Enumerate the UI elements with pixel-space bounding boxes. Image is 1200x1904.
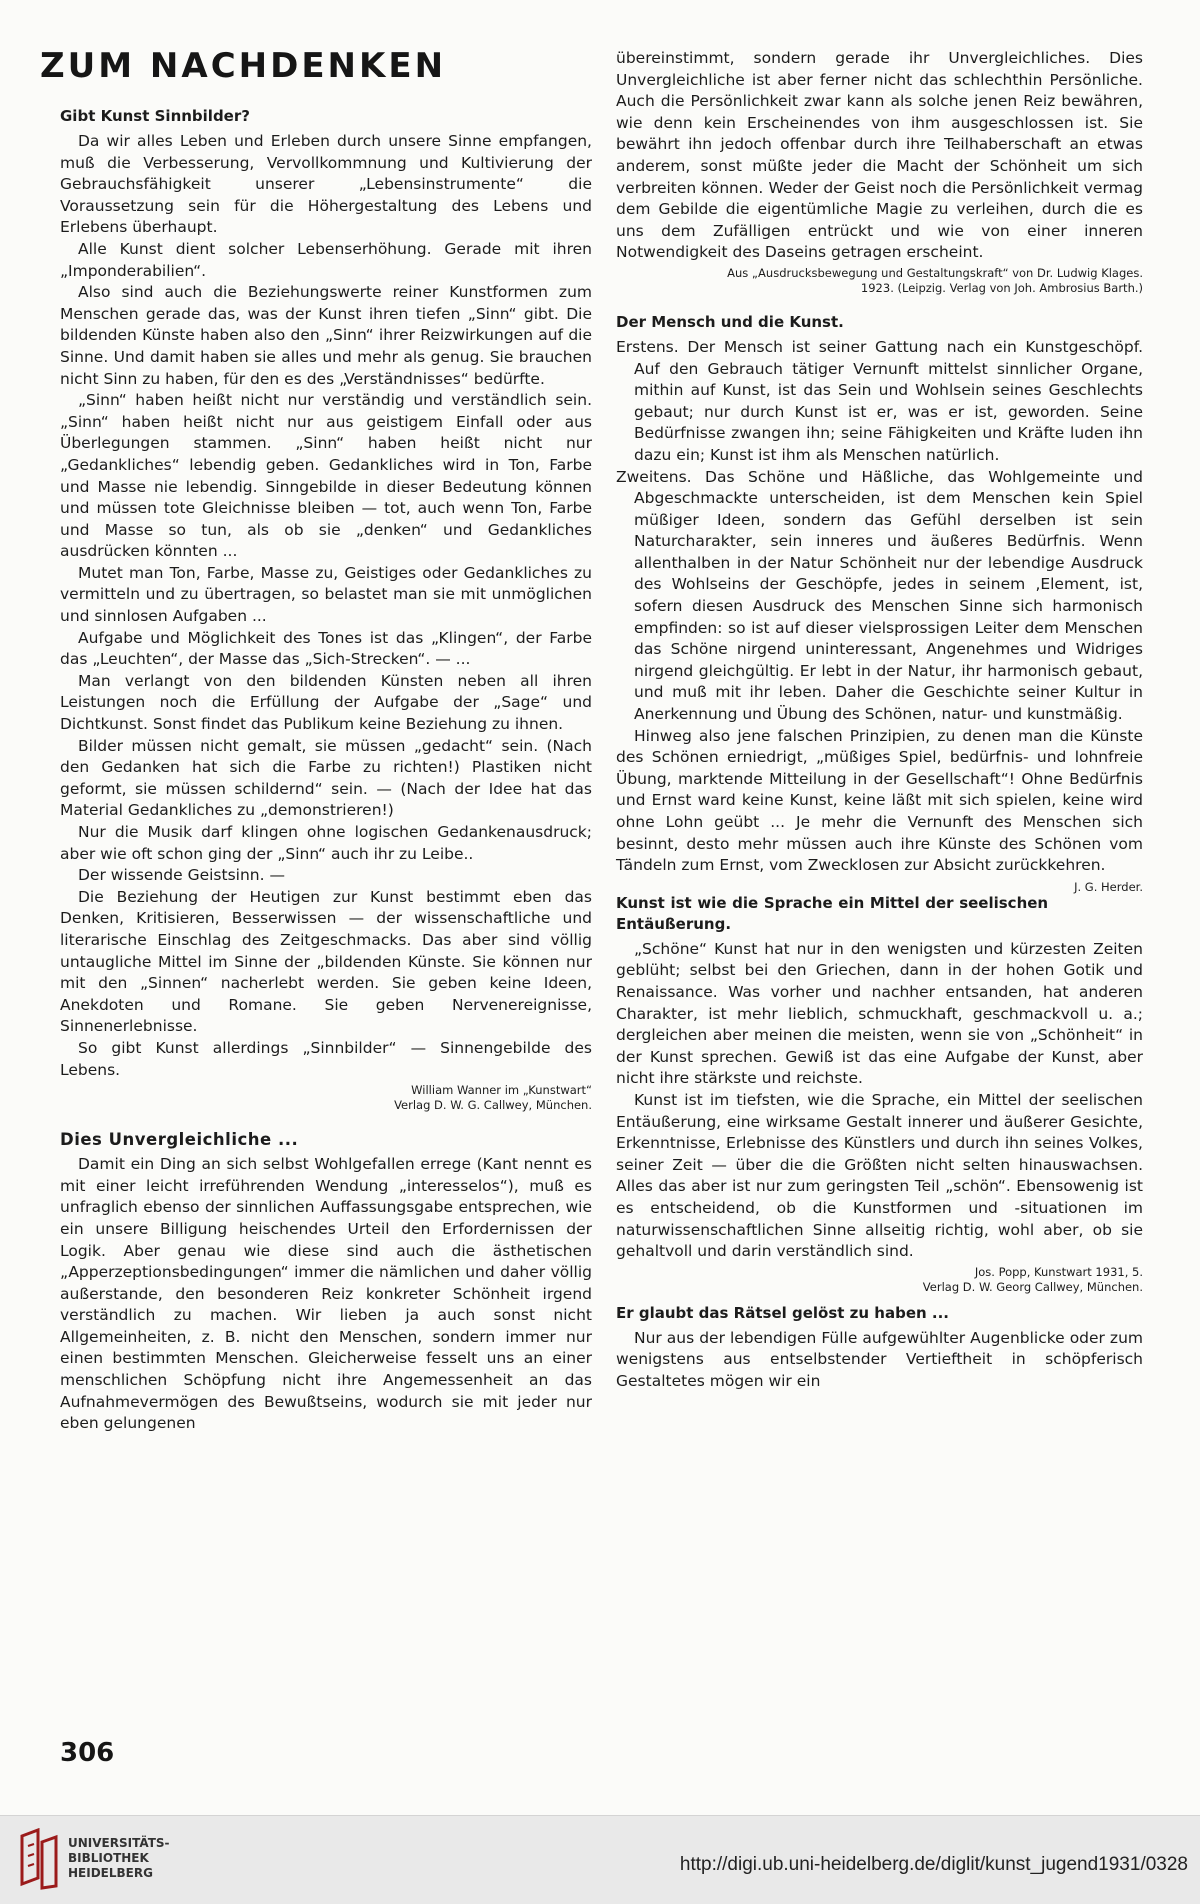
paragraph: Nur die Musik darf klingen ohne logischen Gedankenausdruck; aber wie oft schon ging der „Sinn“ auch ihr zu Leibe..	[60, 823, 592, 863]
paragraph: Erstens. Der Mensch ist seiner Gattung nach ein Kunstgeschöpf. Auf den Gebrauch tätiger Vernunft mittelst sinnlicher Organe, mithin auf Kunst, ist das Sein und Wohlsein seines Geschlechts gebaut; nur durch Kunst ist er, was er ist, geworden. Seine Bedürfnisse zwangen ihn; seine Fähigkeiten und Kräfte luden ihn dazu ein; Kunst ist ihm als Menschen natürlich.	[616, 337, 1143, 464]
paragraph: Aufgabe und Möglichkeit des Tones ist das „Klingen“, der Farbe das „Leuchten“, der Masse das „Sich-Strecken“. — ...	[60, 628, 592, 669]
paragraph: Mutet man Ton, Farbe, Masse zu, Geistiges oder Gedankliches zu vermitteln und zu übertragen, so belastet man sie mit unmöglichen und sinnlosen Aufgaben ...	[60, 563, 592, 626]
author-signature: J. G. Herder.	[1074, 879, 1143, 894]
paragraph: Kunst ist im tiefsten, wie die Sprache, ein Mittel der seelischen Entäußerung, eine wirksame Gestalt innerer und äußerer Gesichte, Erkenntnisse, Erlebnisse des Künstlers und durch ihn seines Volkes, seiner Zeit — über die die Größten nicht selten hinauswachsen. Alles das aber ist nur zum geringsten Teil „schön“. Ebensowenig ist es entscheidend, ob die Kunstformen und -situationen im naturwissenschaftlichen Sinne allseitig richtig, wohl aber, ob sie gehaltvoll und darin verständlich sind.	[616, 1090, 1143, 1261]
library-name-line: UNIVERSITÄTS-	[68, 1836, 170, 1850]
source-line: Verlag D. W. Georg Callwey, München.	[922, 1279, 1143, 1294]
paragraph: So gibt Kunst allerdings „Sinnbilder“ — Sinnengebilde des Lebens.	[60, 1038, 592, 1079]
section-heading-raetsel: Er glaubt das Rätsel gelöst zu haben ...	[616, 1303, 950, 1322]
viewer-footer	[0, 1815, 1200, 1904]
source-line: Aus „Ausdrucksbewegung und Gestaltungskraft“ von Dr. Ludwig Klages.	[727, 265, 1143, 280]
paragraph: „Sinn“ haben heißt nicht nur verständig und verständlich sein. „Sinn“ haben heißt nicht nur aus geistigem Einfall oder aus Überlegungen stammen. „Sinn“ haben heißt nicht nur „Gedankliches“ lebendig geben. Gedankliches wird in Ton, Farbe und Masse nie lebendig. Sinngebilde in dieser Bedeutung können und müssen tote Gleichnisse bleiben — tot, auch wenn Ton, Farbe und Masse so tun, als ob sie „denken“ und Gedankliches ausdrücken könnten ...	[60, 391, 592, 561]
paragraph-continued: übereinstimmt, sondern gerade ihr Unvergleichliches. Dies Unvergleichliche ist aber ferner nicht das schlechthin Persönliche. Auch die Persönlichkeit zwar kann als solche jenen Reiz bewähren, wie denn kein Erscheinendes von ihm ausgeschlossen ist. Sie bewährt ihn jedoch offenbar durch ihre Teilhaberschaft an etwas anderem, sonst müßte jeder die Macht der Schönheit um sich verbreiten können. Weder der Geist noch die Persönlichkeit vermag dem Gebilde die eigentümliche Magie zu verleihen, durch die es uns dem Zufälligen entrückt und wie von einer inneren Notwendigkeit des Daseins getragen erscheint.	[616, 49, 1143, 262]
paragraph: „Schöne“ Kunst hat nur in den wenigsten und kürzesten Zeiten geblüht; selbst bei den Griechen, dann in der hohen Gotik und Renaissance. Was vorher und nachher entsanden, hat anderen Charakter, ist mehr lieblich, schmuckhaft, geschmackvoll u. a.; dergleichen aber meinen die meisten, wenn sie von „Schönheit“ in der Kunst sprechen. Gewiß ist das eine Aufgabe der Kunst, aber nicht ihre stärkste und reichste.	[616, 939, 1143, 1088]
paragraph: Die Beziehung der Heutigen zur Kunst bestimmt eben das Denken, Kritisieren, Besserwissen — der wissenschaftliche und literarische Einschlag des Zeitgeschmacks. Das aber sind völlig untaugliche Mittel im Sinne der „bildenden Künste. Sie können nur mit den „Sinnen“ nacherlebt werden. Sie geben keine Ideen, Anekdoten und Romane. Sie geben Nervenereignisse, Sinnenerlebnisse.	[60, 887, 592, 1036]
source-citation	[60, 1083, 592, 1113]
paragraph: Bilder müssen nicht gemalt, sie müssen „gedacht“ sein. (Nach den Gedanken hat sich die Farbe zu richten!) Plastiken nicht geformt, sie müssen schildernd“ sein. — (Nach der Idee hat das Material Gedankliches zu „demonstrieren!)	[60, 736, 592, 820]
source-line: Verlag D. W. G. Callwey, München.	[394, 1098, 592, 1113]
source-line: William Wanner im „Kunstwart“	[411, 1083, 592, 1098]
source-line: 1923. (Leipzig. Verlag von Joh. Ambrosius Barth.)	[860, 280, 1143, 295]
library-logo-icon	[18, 1828, 60, 1890]
section-heading-mensch-kunst: Der Mensch und die Kunst.	[616, 312, 844, 331]
page-number: 306	[60, 1738, 115, 1768]
library-name-line: BIBLIOTHEK	[68, 1851, 149, 1865]
paragraph: Alle Kunst dient solcher Lebenserhöhung. Gerade mit ihren „Imponderabilien“.	[60, 239, 592, 280]
paragraph	[616, 726, 1143, 894]
source-line: Jos. Popp, Kunstwart 1931, 5.	[974, 1264, 1143, 1279]
library-name-line: HEIDELBERG	[68, 1866, 153, 1880]
permalink-url[interactable]: http://digi.ub.uni-heidelberg.de/diglit/kunst_jugend1931/0328	[679, 1854, 1188, 1875]
paragraph: Man verlangt von den bildenden Künsten neben all ihren Leistungen noch die Erfüllung der Aufgabe der „Sage“ und Dichtkunst. Sonst findet das Publikum keine Beziehung zu ihnen.	[60, 671, 592, 734]
section-heading-unvergleichliche: Dies Unvergleichliche ...	[60, 1130, 299, 1150]
section-heading-sprache: Kunst ist wie die Sprache ein Mittel der seelischen Entäußerung.	[616, 893, 1049, 933]
paragraph: Also sind auch die Beziehungswerte reiner Kunstformen zum Menschen gerade das, was der Kunst ihren tiefen „Sinn“ gibt. Die bildenden Künste haben also den „Sinn“ ihrer Reizwirkungen auf die Sinne. Und damit haben sie alles und mehr als genug. Sie brauchen nicht Sinn zu haben, für den es des „Verständnisses“ bedürfte.	[60, 283, 592, 388]
source-citation	[616, 266, 1143, 296]
paragraph-text: Hinweg also jene falschen Prinzipien, zu denen man die Künste des Schönen erniedrigt, „müßiges Spiel, bedürfnis- und lohnfreie Übung, marktende Mitteilung in der Gesellschaft“! Ohne Bedürfnis und Ernst ward keine Kunst, keine läßt mit sich spielen, keine wird ohne Lohn geübt ... Je mehr die Vernunft des Menschen sich besinnt, desto mehr müssen auch ihre Künste des Schönen vom Tändeln zum Ernst, vom Zwecklosen zur Absicht zurückkehren.	[616, 726, 1143, 875]
page-title: ZUM NACHDENKEN	[40, 46, 447, 86]
paragraph: Da wir alles Leben und Erleben durch unsere Sinne empfangen, muß die Verbesserung, Vervollkommnung und Kultivierung der Gebrauchsfähigkeit unserer „Lebensinstrumente“ die Voraussetzung sein für die Höhergestaltung des Lebens und Erlebens überhaupt.	[60, 132, 592, 237]
paragraph: Zweitens. Das Schöne und Häßliche, das Wohlgemeinte und Abgeschmackte unterscheiden, ist dem Menschen kein Spiel müßiger Ideen, sondern das Gefühl derselben ist sein Naturcharakter, sein inneres und äußeres Bedürfnis. Wenn allenthalben in der Natur Schönheit nur der lebendige Ausdruck des Wohlseins der Geschöpfe, jedes in seinem ‚Element, ist, sofern diesen Ausdruck des Menschen Sinne sich harmonisch empfinden: so ist auf dieser vielsprossigen Leiter dem Menschen das Schöne nirgend uninteressant, Angenehmes und Widriges nirgend gleichgültig. Er lebt in der Natur, ihr harmonisch gebaut, und muß mit ihr leben. Daher die Geschichte seiner Kultur in Anerkennung und Übung des Schönen, natur- und kunstmäßig.	[616, 467, 1143, 724]
section-heading-sinnbilder: Gibt Kunst Sinnbilder?	[60, 107, 250, 125]
right-column	[616, 48, 1143, 1392]
paragraph: Nur aus der lebendigen Fülle aufgewühlter Augenblicke oder zum wenigstens aus entselbstender Vertieftheit in schöpferisch Gestaltetes mögen wir ein	[616, 1328, 1143, 1390]
library-name	[68, 1836, 170, 1881]
paragraph: Der wissende Geistsinn. —	[78, 866, 285, 885]
left-column	[60, 106, 592, 1435]
paragraph: Damit ein Ding an sich selbst Wohlgefallen errege (Kant nennt es mit einer leicht irreführenden Wendung „interesselos“), muß es unfraglich ebenso der sinnlichen Auffassungsgabe entsprechen, wie ein unsere Billigung heischendes Urteil den Erfordernissen der Logik. Aber genau wie diese sind auch die ästhetischen „Apperzeptionsbedingungen“ immer die nämlichen und daher völlig außerstande, den besonderen Reiz konkreter Schönheit irgend verständlich zu machen. Wir lieben ja auch sonst nicht Allgemeinheiten, z. B. nicht den Menschen, sondern immer nur einen bestimmten Menschen. Gleicherweise fesselt uns an einer menschlichen Schöpfung nicht ihre Angemessenheit an das Aufnahmevermögen des Bewußtseins, wodurch sie mit jeder nur eben gelungenen	[60, 1155, 592, 1433]
source-citation	[616, 1265, 1143, 1295]
